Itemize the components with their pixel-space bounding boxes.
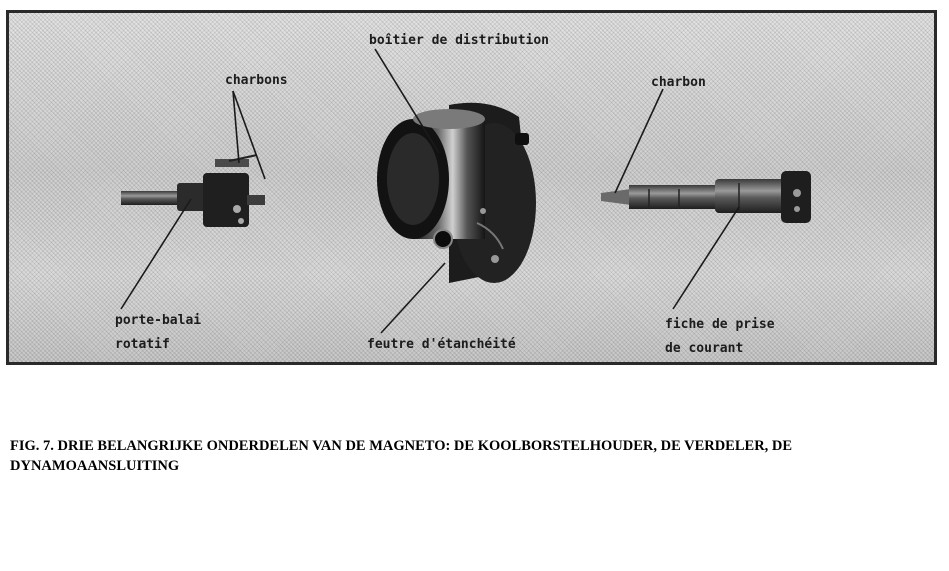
label-feutre-etancheite: feutre d'étanchéité (367, 337, 516, 352)
label-porte-balai-line2: rotatif (115, 337, 170, 352)
label-porte-balai-line1: porte-balai (115, 313, 202, 328)
label-fiche-line1: fiche de prise (665, 317, 775, 332)
label-charbon: charbon (651, 75, 706, 90)
figure-illustration (9, 13, 934, 362)
figure-caption: FIG. 7. DRIE BELANGRIJKE ONDERDELEN VAN DE MAGNETO: DE KOOLBORSTELHOUDER, DE VERDELER, DE DYNAMOAANSLUITING (10, 438, 793, 474)
label-boitier-distribution: boîtier de distribution (369, 33, 550, 48)
label-fiche-line2: de courant (665, 341, 744, 356)
distributor-housing-part (377, 103, 536, 283)
connector-plug-part (601, 171, 811, 223)
figure-photo (6, 10, 937, 365)
label-charbons: charbons (225, 73, 288, 88)
brush-holder-part (121, 155, 265, 227)
